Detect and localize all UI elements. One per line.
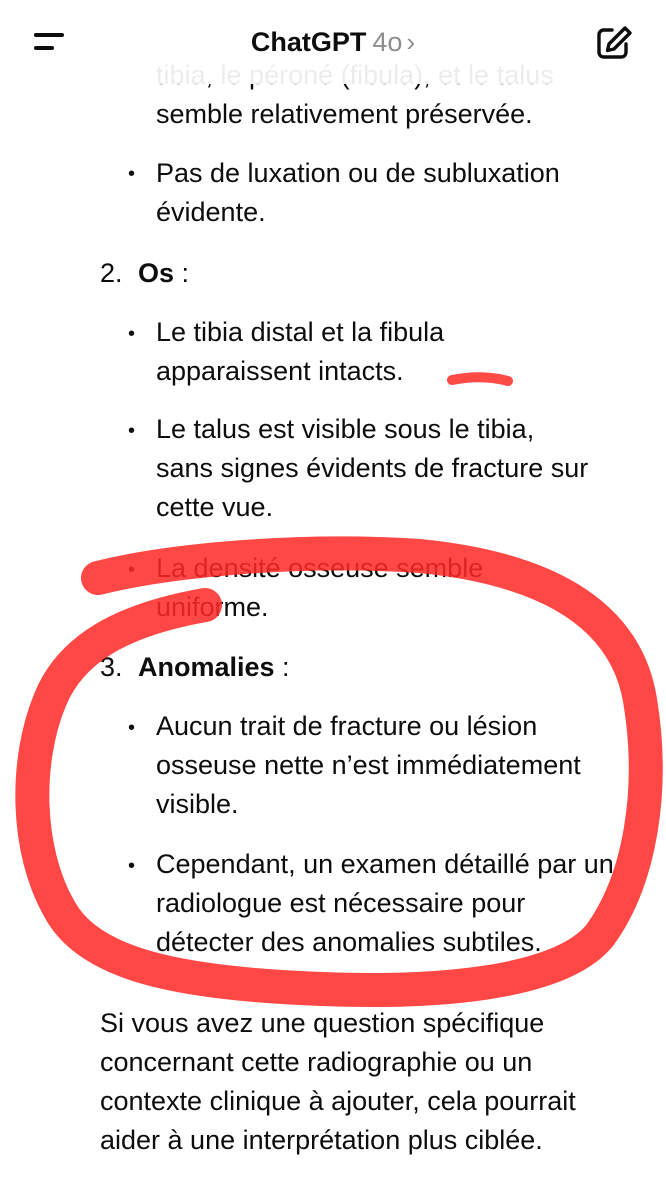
list-item: Pas de luxation ou de subluxation évidente. <box>156 158 560 227</box>
list-item: Aucun trait de fracture ou lésion osseuse nette n’est immédiatement visible. <box>156 711 581 819</box>
section-heading-anomalies <box>100 648 290 687</box>
model-selector[interactable] <box>0 24 666 60</box>
bullet-dot: • <box>128 855 136 877</box>
section-number: 3. <box>100 652 123 682</box>
closing-paragraph: Si vous avez une question spécifique concernant cette radiographie ou un contexte clinique à ajouter, cela pourrait aider à une interprétation plus ciblée. <box>100 1008 576 1155</box>
bullet-dot: • <box>128 717 136 739</box>
app-title: ChatGPT <box>250 27 367 57</box>
section-colon: : <box>174 258 190 288</box>
section-colon: : <box>274 652 290 682</box>
list-item: Cependant, un examen détaillé par un radiologue est nécessaire pour détecter des anomalies subtiles. <box>156 849 614 957</box>
bullet-dot: • <box>128 420 136 442</box>
list-item: Le tibia distal et la fibula apparaissent intacts. <box>156 317 445 386</box>
bullet-dot: • <box>128 559 136 581</box>
bullet-dot: • <box>128 163 136 185</box>
section-number: 2. <box>100 258 123 288</box>
list-item: La densité osseuse semble uniforme. <box>156 553 484 622</box>
section-heading-os <box>100 254 189 293</box>
top-bar <box>0 0 666 84</box>
section-title: Anomalies <box>138 652 275 682</box>
compose-icon <box>592 22 636 64</box>
new-chat-button[interactable] <box>592 22 636 64</box>
list-item: semble relativement préservée. <box>156 99 533 129</box>
chevron-right-icon: › <box>406 27 416 57</box>
bullet-dot: • <box>128 323 136 345</box>
list-item: Le talus est visible sous le tibia, sans signes évidents de fracture sur cette vue. <box>156 414 589 522</box>
section-title: Os <box>138 258 175 288</box>
model-label: 4o <box>372 27 403 57</box>
